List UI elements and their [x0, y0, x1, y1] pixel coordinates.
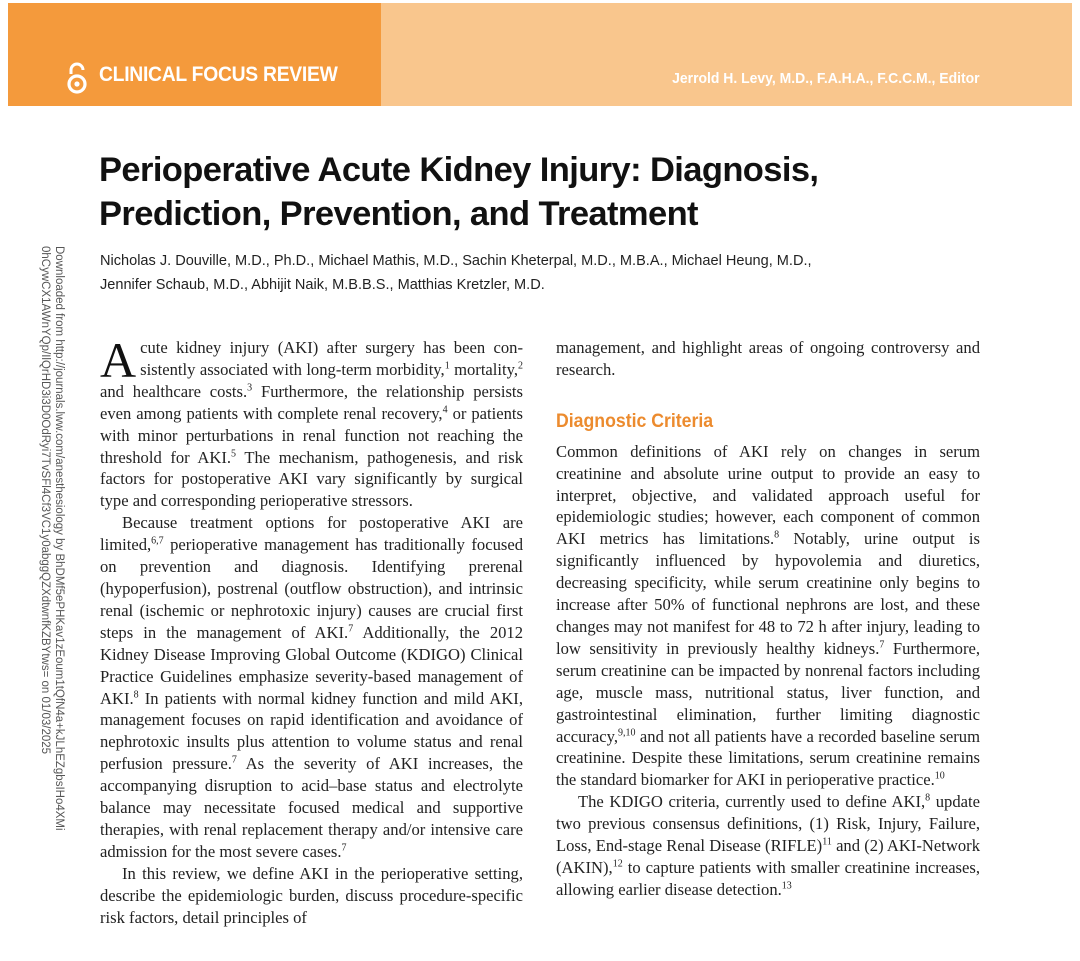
drop-cap: A	[100, 332, 137, 388]
download-watermark-line: Downloaded from http://journals.lww.com/anesthesiology by BhDMf5ePHKav1zEoum1tQfN4a+kJLhEZgbsIHo4XMi	[53, 246, 65, 831]
paragraph: Acute kidney injury (AKI) after surgery has been consistently associated with long-term morbidity,$^1$ mortality,$^2$ and healthcare costs.$^3$ Furthermore, the relationship persists even among patients with complete renal recovery,$^4$ or patients with minor perturbations in renal function not reaching the threshold for AKI.$^5$ The mechanism, pathogenesis, and risk factors for postoperative AKI vary significantly by surgical type and corresponding perioperative stressors.	[100, 332, 523, 511]
article-title: Perioperative Acute Kidney Injury: Diagnosis, Prediction, Prevention, and Treatment	[99, 151, 819, 233]
author-line: Nicholas J. Douville, M.D., Ph.D., Michael Mathis, M.D., Sachin Kheterpal, M.D., M.B.A., Michael Heung, M.D.,	[100, 252, 812, 269]
journal-banner	[0, 0, 1080, 106]
section-banner	[8, 3, 381, 106]
editor-banner	[381, 3, 1072, 106]
open-access-icon	[66, 62, 88, 96]
paragraph: The KDIGO criteria, currently used to define AKI,$^8$ update two previous consensus definitions, (1) Risk, Injury, Failure, Loss, End-stage Renal Disease (RIFLE)$^{11}$ and (2) AKI-Network (AKIN),$^{12}$ to capture patients with smaller creatinine increases, allowing earlier disease detection.$^{13}$	[556, 792, 980, 899]
paragraph: management, and highlight areas of ongoing controversy and research.	[556, 338, 980, 379]
paragraph: Common definitions of AKI rely on changes in serum creatinine and absolute urine output to provide an easy to interpret, objective, and validated approach useful for epidemiologic studies; however, each component of common AKI metrics has limitations.$^8$ Notably, urine output is significantly influenced by hypovolemia and diuretics, decreasing specificity, while serum creatinine only begins to increase after 50% of functional nephrons are lost, and these changes may not manifest for 48 to 72 h after injury, leading to low sensitivity in previously healthy kidneys.$^7$ Furthermore, serum creatinine can be impacted by nonrenal factors including age, muscle mass, nutritional status, liver function, and gastrointestinal elimination, further limiting diagnostic accuracy,$^{9,10}$ and not all patients have a recorded baseline serum creatinine. Despite these limitations, serum creatinine remains the standard biomarker for AKI in perioperative practice.$^{10}$	[556, 441, 980, 790]
author-list	[100, 249, 954, 297]
right-column	[556, 337, 980, 901]
section-heading: Diagnostic Criteria	[556, 410, 714, 432]
download-watermark-line: 0hCywCX1AWnYQp/IlQrHD3i3D0OdRyi7TvSFl4Cf3VC1y0abggQZXdtwnfKZBYtws= on 01/03/2025	[39, 246, 51, 755]
author-line: Jennifer Schaub, M.D., Abhijit Naik, M.B.B.S., Matthias Kretzler, M.D.	[100, 276, 545, 293]
download-watermark	[38, 246, 66, 831]
editor-credit: Jerrold H. Levy, M.D., F.A.H.A., F.C.C.M., Editor	[672, 70, 980, 87]
left-column	[100, 332, 524, 928]
section-label: CLINICAL FOCUS REVIEW	[99, 63, 338, 86]
paragraph: Because treatment options for postoperative AKI are limited,$^{6,7}$ perioperative management has traditionally focused on prevention and diagnosis. Identifying prerenal (hypoperfusion), postrenal (outflow obstruction), and intrinsic renal (ischemic or nephrotoxic injury) causes are crucial first steps in the management of AKI.$^7$ Additionally, the 2012 Kidney Disease Improving Global Outcome (KDIGO) Clinical Practice Guidelines emphasize severity-based management of AKI.$^8$ In patients with normal kidney function and mild AKI, management focuses on rapid identification and avoidance of nephrotoxic insults plus attention to volume status and renal perfusion pressure.$^7$ As the severity of AKI increases, the accompanying disruption to acid–base status and electrolyte balance may necessitate focused medical and supportive therapies, with renal replacement therapy and/or intensive care admission for the most severe cases.$^7$	[100, 513, 524, 861]
paragraph: In this review, we define AKI in the perioperative setting, describe the epidemiologic burden, discuss procedure-specific risk factors, detail principles of	[100, 863, 523, 927]
